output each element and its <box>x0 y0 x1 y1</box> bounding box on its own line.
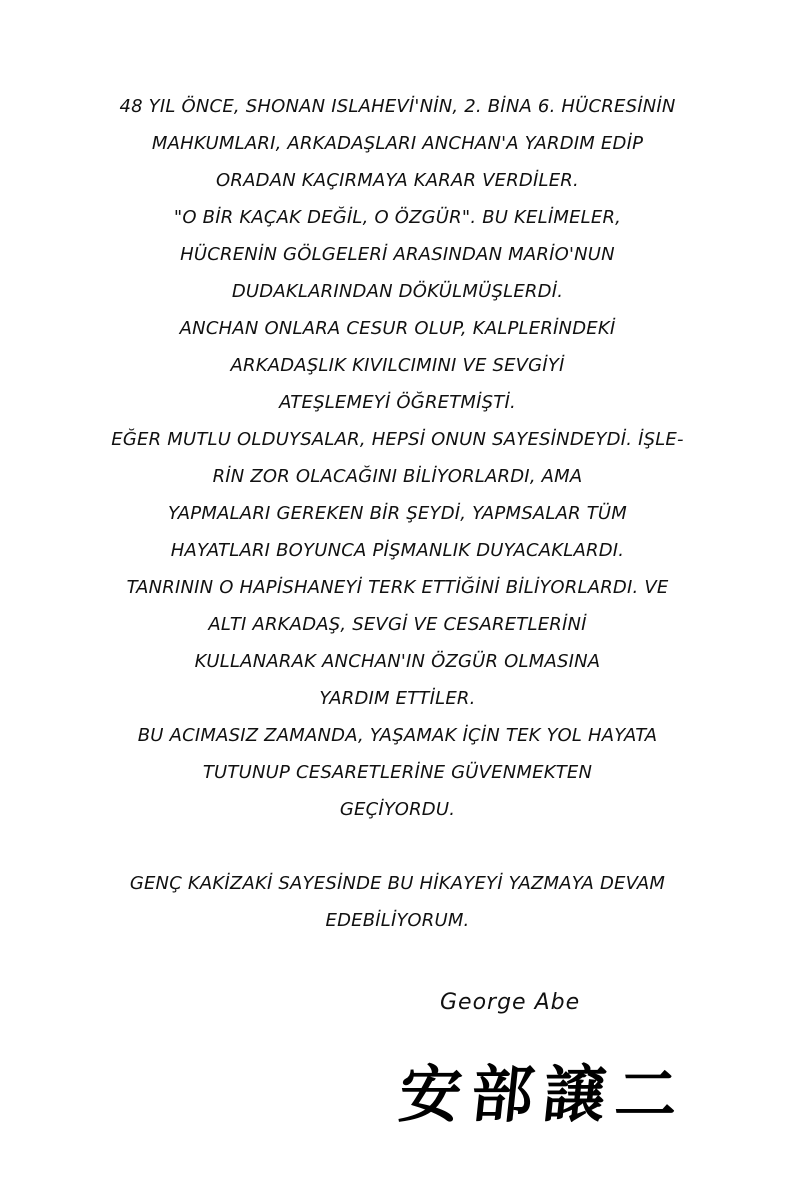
text-line: RİN ZOR OLACAĞINI BİLİYORLARDI, AMA <box>212 466 583 487</box>
text-line: "O BİR KAÇAK DEĞİL, O ÖZGÜR". BU KELİMELER, <box>173 207 622 228</box>
text-line: KULLANARAK ANCHAN'IN ÖZGÜR OLMASINA <box>194 651 601 672</box>
text-line: HÜCRENİN GÖLGELERİ ARASINDAN MARİO'NUN <box>180 244 615 265</box>
text-line: YARDIM ETTİLER. <box>319 688 476 709</box>
text-line: MAHKUMLARI, ARKADAŞLARI ANCHAN'A YARDIM EDİP <box>151 133 644 154</box>
text-line: HAYATLARI BOYUNCA PİŞMANLIK DUYACAKLARDI. <box>170 540 625 561</box>
text-line: ANCHAN ONLARA CESUR OLUP, KALPLERİNDEKİ <box>179 318 616 339</box>
text-line: BU ACIMASIZ ZAMANDA, YAŞAMAK İÇİN TEK YOL HAYATA <box>137 725 658 746</box>
paragraph-gap <box>0 828 795 865</box>
text-line: GEÇİYORDU. <box>339 799 456 820</box>
text-line: EDEBİLİYORUM. <box>325 910 470 931</box>
text-line: ATEŞLEMEYİ ÖĞRETMİŞTİ. <box>279 392 516 413</box>
afterword-text <box>0 88 795 939</box>
text-line: GENÇ KAKİZAKİ SAYESİNDE BU HİKAYEYİ YAZMAYA DEVAM <box>129 873 666 894</box>
text-line: ARKADAŞLIK KIVILCIMINI VE SEVGİYİ <box>230 355 565 376</box>
text-line: 48 YIL ÖNCE, SHONAN ISLAHEVİ'NİN, 2. BİNA 6. HÜCRESİNİN <box>119 96 676 117</box>
signature-name: George Abe <box>440 990 581 1015</box>
paragraph-2 <box>0 865 795 939</box>
text-line: DUDAKLARINDAN DÖKÜLMÜŞLERDİ. <box>231 281 564 302</box>
text-line: ALTI ARKADAŞ, SEVGİ VE CESARETLERİNİ <box>208 614 587 635</box>
text-line: EĞER MUTLU OLDUYSALAR, HEPSİ ONUN SAYESİNDEYDİ. İŞLE- <box>111 429 684 450</box>
signature-kanji: 安部譲二 <box>395 1058 692 1131</box>
paragraph-1 <box>0 88 795 828</box>
text-line: TUTUNUP CESARETLERİNE GÜVENMEKTEN <box>202 762 593 783</box>
text-line: TANRININ O HAPİSHANEYİ TERK ETTİĞİNİ BİLİYORLARDI. VE <box>126 577 669 598</box>
text-line: YAPMALARI GEREKEN BİR ŞEYDİ, YAPMSALAR TÜM <box>167 503 628 524</box>
text-line: ORADAN KAÇIRMAYA KARAR VERDİLER. <box>216 170 579 191</box>
